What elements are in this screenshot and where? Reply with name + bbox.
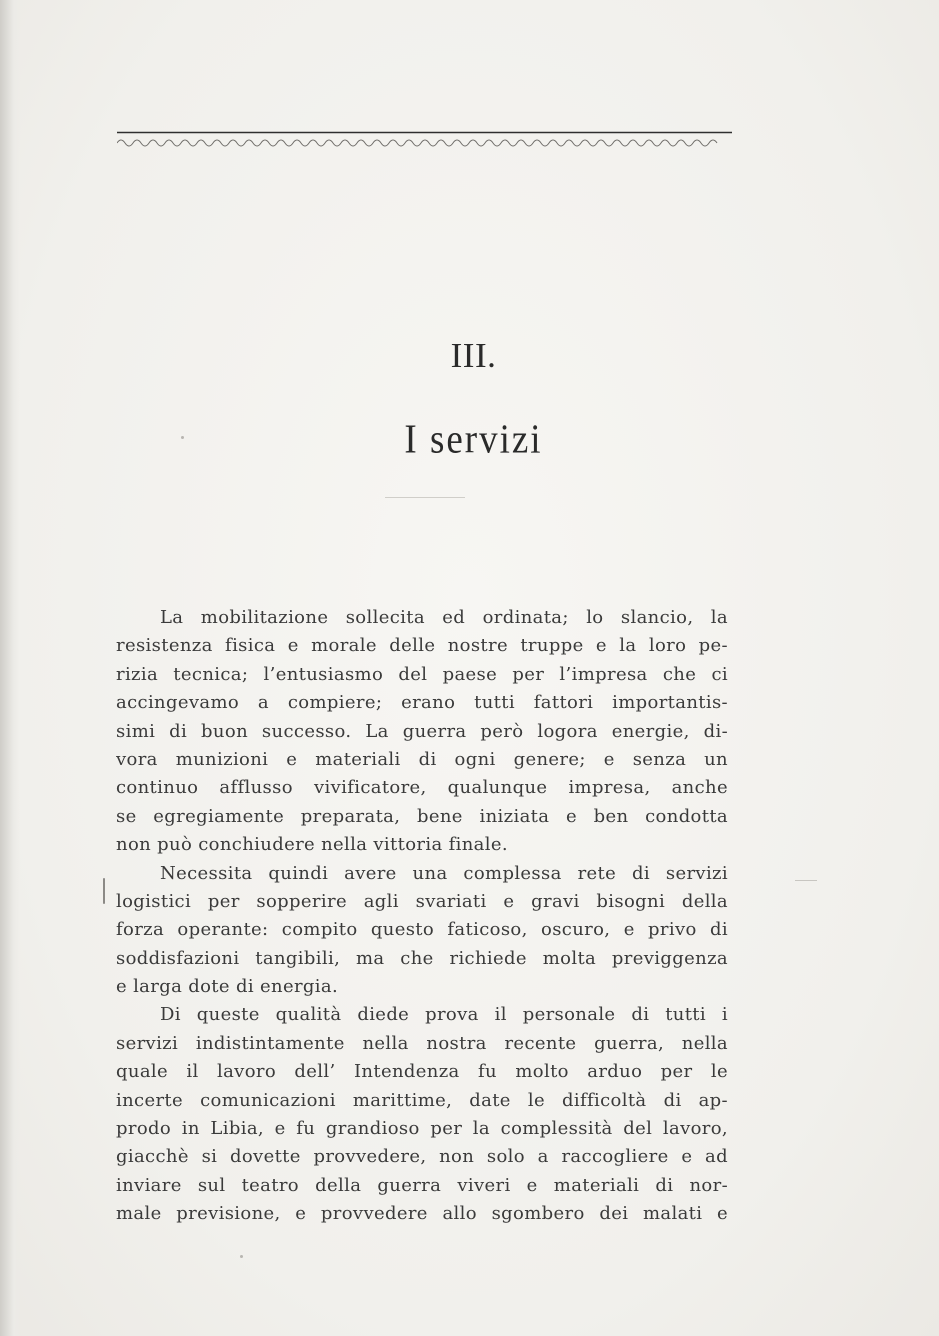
text-line: continuo afflusso vivificatore, qualunque impresa, anche bbox=[116, 777, 728, 799]
text-line: quale il lavoro dell’ Intendenza fu molto arduo per le bbox=[116, 1061, 728, 1083]
text-line: Di queste qualità diede prova il personale di tutti i bbox=[160, 1004, 728, 1026]
text-line: non può conchiudere nella vittoria finale. bbox=[116, 834, 508, 856]
text-line: La mobilitazione sollecita ed ordinata; lo slancio, la bbox=[160, 607, 728, 628]
text-line: male previsione, e provvedere allo sgombero dei malati e bbox=[116, 1203, 728, 1225]
text-line: inviare sul teatro della guerra viveri e materiali di nor- bbox=[116, 1174, 728, 1196]
text-line: giacchè si dovette provvedere, non solo a raccogliere e ad bbox=[116, 1146, 728, 1168]
text-line: forza operante: compito questo faticoso, oscuro, e privo di bbox=[116, 919, 728, 941]
text-line: servizi indistintamente nella nostra recente guerra, nella bbox=[116, 1032, 728, 1054]
text-line: logistici per sopperire agli svariati e gravi bisogni della bbox=[116, 890, 728, 912]
text-line: se egregiamente preparata, bene iniziata e ben condotta bbox=[116, 805, 728, 827]
text-line: accingevamo a compiere; erano tutti fattori importantis- bbox=[116, 692, 728, 714]
paper-speck bbox=[240, 1255, 243, 1258]
decorative-header-rule bbox=[117, 131, 732, 153]
text-line: rizia tecnica; l’entusiasmo del paese per l’impresa che ci bbox=[116, 663, 728, 685]
paragraph bbox=[116, 604, 728, 860]
text-line: simi di buon successo. La guerra però logora energie, di- bbox=[116, 720, 728, 742]
paper-speck bbox=[181, 436, 184, 439]
text-line: vora munizioni e materiali di ogni genere; e senza un bbox=[116, 748, 728, 770]
body-text bbox=[116, 604, 728, 1229]
paragraph bbox=[116, 1001, 728, 1228]
text-line: resistenza fisica e morale delle nostre truppe e la loro pe- bbox=[116, 635, 728, 657]
margin-mark-left bbox=[103, 878, 105, 904]
text-line: Necessita quindi avere una complessa rete di servizi bbox=[160, 862, 728, 884]
paragraph bbox=[116, 860, 728, 1002]
title-divider bbox=[385, 497, 465, 498]
text-line: e larga dote di energia. bbox=[116, 976, 339, 998]
text-line: prodo in Libia, e fu grandioso per la complessità del lavoro, bbox=[116, 1118, 728, 1140]
text-line: incerte comunicazioni marittime, date le difficoltà di ap- bbox=[116, 1089, 728, 1111]
text-line: soddisfazioni tangibili, ma che richiede molta previggenza bbox=[116, 947, 728, 969]
margin-mark-right bbox=[795, 880, 817, 881]
binding-gutter-shadow bbox=[0, 0, 20, 1336]
chapter-number: III. bbox=[450, 336, 497, 375]
chapter-title: I servizi bbox=[404, 416, 543, 463]
